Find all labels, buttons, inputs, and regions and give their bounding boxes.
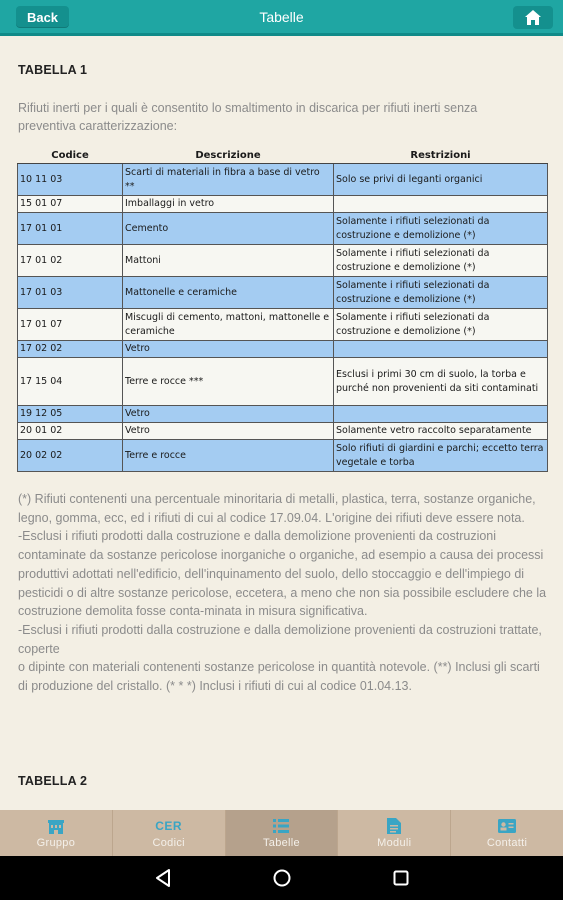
- cell-codice: 17 02 02: [18, 341, 123, 358]
- tab-label: Contatti: [486, 837, 528, 849]
- table-row: [18, 196, 548, 213]
- nav-home-button[interactable]: [272, 868, 292, 888]
- cell-descrizione: Imballaggi in vetro: [123, 196, 334, 213]
- back-button[interactable]: Back: [16, 6, 69, 28]
- table-row: [18, 358, 548, 406]
- column-header-restrizioni: Restrizioni: [334, 148, 548, 164]
- column-header-descrizione: Descrizione: [123, 148, 334, 164]
- back-triangle-icon: [155, 869, 171, 887]
- table-row: [18, 440, 548, 472]
- table-row: [18, 423, 548, 440]
- cell-descrizione: Terre e rocce: [123, 440, 334, 472]
- tab-label: Moduli: [377, 837, 412, 849]
- cell-restrizioni: Solamente i rifiuti selezionati da costruzione e demolizione (*): [334, 309, 548, 341]
- table1-notes: [18, 490, 548, 696]
- building-icon: [48, 818, 64, 834]
- note-paragraph: o dipinte con materiali contenenti sostanze pericolose in quantità notevole. (**) Inclusi gli scarti di produzione del cristallo. (* * *) Inclusi i rifiuti di cui al codice 01.04.13.: [18, 660, 540, 694]
- table-row: [18, 245, 548, 277]
- system-nav-bar: [0, 856, 563, 900]
- cell-codice: 17 01 07: [18, 309, 123, 341]
- cell-restrizioni: Solo se privi di leganti organici: [334, 164, 548, 196]
- home-circle-icon: [273, 869, 291, 887]
- contact-card-icon: [498, 819, 516, 833]
- cell-restrizioni: [334, 196, 548, 213]
- table-row: [18, 213, 548, 245]
- cell-restrizioni: [334, 406, 548, 423]
- table1-intro: Rifiuti inerti per i quali è consentito lo smaltimento in discarica per rifiuti inerti senza preventiva caratterizzazione:: [18, 101, 478, 133]
- document-icon: [387, 818, 401, 834]
- bottom-tab-bar: [0, 810, 563, 856]
- note-paragraph: -Esclusi i rifiuti prodotti dalla costruzione e dalla demolizione provenienti da costruzioni trattate, coperte: [18, 622, 542, 656]
- cell-restrizioni: Solo rifiuti di giardini e parchi; eccetto terra vegetale e torba: [334, 440, 548, 472]
- table-row: [18, 406, 548, 423]
- cell-restrizioni: Esclusi i primi 30 cm di suolo, la torba e purché non provenienti da siti contaminati: [334, 358, 548, 406]
- cell-descrizione: Scarti di materiali in fibra a base di vetro **: [123, 164, 334, 196]
- page-title: Tabelle: [259, 9, 304, 25]
- tab-tabelle[interactable]: [226, 810, 339, 856]
- table-row: [18, 309, 548, 341]
- tab-label: Codici: [152, 837, 185, 849]
- tab-label: Tabelle: [263, 837, 300, 849]
- top-bar: [0, 0, 563, 36]
- cell-restrizioni: Solamente vetro raccolto separatamente: [334, 423, 548, 440]
- note-paragraph: (*) Rifiuti contenenti una percentuale minoritaria di metalli, plastica, terra, sostanze organiche, legno, gomma, ecc, ed i rifiuti di cui al codice 17.09.04. L'origine dei rifiuti deve essere nota.: [18, 492, 536, 525]
- tab-moduli[interactable]: [338, 810, 451, 856]
- table-row: [18, 341, 548, 358]
- home-icon: [525, 10, 541, 25]
- table-row: [18, 164, 548, 196]
- tab-gruppo[interactable]: [0, 810, 113, 856]
- cell-descrizione: Vetro: [123, 341, 334, 358]
- cell-codice: 10 11 03: [18, 164, 123, 196]
- tab-codici[interactable]: [113, 810, 226, 856]
- cell-codice: 20 02 02: [18, 440, 123, 472]
- table-row: [18, 277, 548, 309]
- table2-heading: TABELLA 2: [18, 774, 88, 788]
- cell-descrizione: Vetro: [123, 423, 334, 440]
- tab-label: Gruppo: [36, 837, 76, 849]
- cell-codice: 15 01 07: [18, 196, 123, 213]
- cell-codice: 17 15 04: [18, 358, 123, 406]
- cell-codice: 17 01 01: [18, 213, 123, 245]
- list-icon: [273, 818, 289, 834]
- cell-descrizione: Vetro: [123, 406, 334, 423]
- cell-descrizione: Miscugli di cemento, mattoni, mattonelle e ceramiche: [123, 309, 334, 341]
- cell-codice: 17 01 02: [18, 245, 123, 277]
- tab-contatti[interactable]: [451, 810, 563, 856]
- cell-descrizione: Mattonelle e ceramiche: [123, 277, 334, 309]
- cell-restrizioni: [334, 341, 548, 358]
- cer-icon: CER: [155, 819, 183, 833]
- nav-recents-button[interactable]: [391, 868, 411, 888]
- cell-codice: 17 01 03: [18, 277, 123, 309]
- cell-descrizione: Cemento: [123, 213, 334, 245]
- cell-descrizione: Mattoni: [123, 245, 334, 277]
- note-paragraph: -Esclusi i rifiuti prodotti dalla costruzione e dalla demolizione provenienti da costruzioni contaminate da sostanze pericolose inorganiche o organiche, ad esempio a causa dei processi produttivi adottati nell'edificio, dell'inquinamento del suolo, dello stoccaggio e dell'impiego di pesticidi o di altre sostanze pericolose, eccetera, a meno che non sia possibile escludere che la costruzione demolita fosse conta-minata in misura significativa.: [18, 529, 547, 619]
- waste-table: [17, 148, 548, 472]
- recents-square-icon: [393, 870, 409, 886]
- column-header-codice: Codice: [18, 148, 123, 164]
- home-button[interactable]: [513, 6, 553, 29]
- nav-back-button[interactable]: [153, 868, 173, 888]
- cell-codice: 20 01 02: [18, 423, 123, 440]
- table1-heading: TABELLA 1: [18, 63, 88, 77]
- cell-codice: 19 12 05: [18, 406, 123, 423]
- cell-restrizioni: Solamente i rifiuti selezionati da costruzione e demolizione (*): [334, 245, 548, 277]
- cell-descrizione: Terre e rocce ***: [123, 358, 334, 406]
- content-area[interactable]: [0, 36, 563, 810]
- cell-restrizioni: Solamente i rifiuti selezionati da costruzione e demolizione (*): [334, 277, 548, 309]
- cell-restrizioni: Solamente i rifiuti selezionati da costruzione e demolizione (*): [334, 213, 548, 245]
